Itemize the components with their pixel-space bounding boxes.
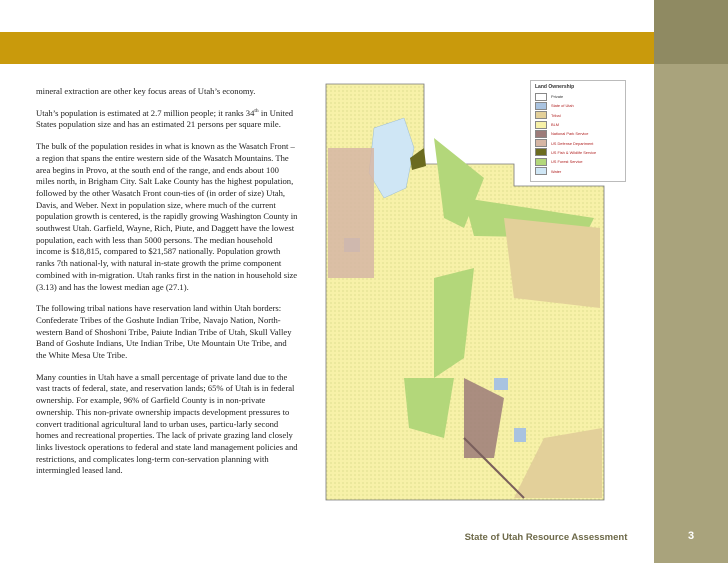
paragraph-tribal-nations: The following tribal nations have reservation land within Utah borders: Confederate Tribes of the Goshute Indian Tribe, Navajo Nation, North-western Band of Shoshoni Tribe, Paiute Indian Tribe of Utah, Skull Valley Band of Goshute Indians, Ute Indian Tribe, Ute Mountain Ute Tribe, and the White Mesa Ute Tribe. xyxy=(36,303,292,361)
paragraph-economy: mineral extraction are other key focus areas of Utah’s economy. xyxy=(36,86,256,96)
legend-rows xyxy=(531,92,625,176)
legend-item xyxy=(531,101,625,110)
footer-title: State of Utah Resource Assessment xyxy=(464,532,628,543)
legend-label: Water xyxy=(551,168,562,174)
tribal-land-uintah xyxy=(504,218,600,308)
legend-title: Land Ownership xyxy=(535,84,575,90)
legend-swatch xyxy=(535,111,547,119)
side-color-strip xyxy=(654,0,728,563)
legend-item xyxy=(531,111,625,120)
ordinal-suffix: th xyxy=(254,107,259,114)
population-text-a: Utah’s population is estimated at 2.7 million people; it ranks 34 xyxy=(36,107,255,118)
legend-label: US Defense Department xyxy=(551,140,594,146)
legend-item xyxy=(531,166,625,175)
legend-swatch xyxy=(535,167,547,175)
legend-item xyxy=(531,120,625,129)
legend-swatch xyxy=(535,121,547,129)
body-text-column xyxy=(36,86,298,487)
legend-label: Private xyxy=(551,94,564,100)
legend-swatch xyxy=(535,130,547,138)
header-gold-bar xyxy=(0,32,654,64)
legend-swatch xyxy=(535,93,547,101)
paragraph-land-ownership: Many counties in Utah have a small percentage of private land due to the vast tracts of federal, state, and reservation lands; 65% of Utah is in federal ownership. For example, 96% of Garfield County is in non-private ownership. This non-private ownership impacts development pressures to convert traditional agricultural land to urban uses, particu-larly second homes and recreational properties. The lack of private grazing land closely links livestock operations to federal and state land management policies and restrictions, and complicates long-term con-servation planning with intermingled leased land. xyxy=(36,371,298,476)
legend-label: Tribal xyxy=(551,112,561,118)
paragraph-wasatch-front: The bulk of the population resides in what is known as the Wasatch Front – a region that spans the entire western side of the Wasatch Mountains. The area begins in Provo, at the south end of the range, and ends about 100 miles north, in Brigham City. Salt Lake County has the highest population, followed by the other Wasatch Front coun-ties of (in order of size) Utah, Davis, and Weber. Next in population size, where much of the current population growth is centered, is the rapidly growing Washington County in southwest Utah. Garfield, Wayne, Rich, Piute, and Daggett have the lowest population, each with less than 5000 persons. The median household income is $18,815, compared to $21,587 nationally. Population growth ranks 7th national-ly, with natural in-state growth the prime component combined with in-migration. Utah ranks first in the nation in household size (3.13) and has the lowest median age (27.1). xyxy=(36,141,298,292)
legend-swatch xyxy=(535,102,547,110)
legend-item xyxy=(531,157,625,166)
legend-label: State of Utah xyxy=(551,103,574,109)
legend-swatch xyxy=(535,139,547,147)
legend-swatch xyxy=(535,158,547,166)
legend-label: National Park Service xyxy=(551,131,589,137)
defense-land xyxy=(328,148,374,278)
page-top-band xyxy=(0,0,654,32)
legend-label: US Fish & Wildlife Service xyxy=(551,149,597,155)
legend-label: US Forest Service xyxy=(551,159,583,165)
legend-item xyxy=(531,148,625,157)
map-legend xyxy=(530,80,626,182)
legend-item xyxy=(531,92,625,101)
paragraph-population xyxy=(36,108,298,131)
legend-label: BLM xyxy=(551,122,559,128)
population-text-b: in United States population size and has an estimated 21 persons per square mile. xyxy=(36,107,294,130)
page-number: 3 xyxy=(687,530,695,542)
legend-item xyxy=(531,138,625,147)
legend-swatch xyxy=(535,148,547,156)
legend-item xyxy=(531,129,625,138)
